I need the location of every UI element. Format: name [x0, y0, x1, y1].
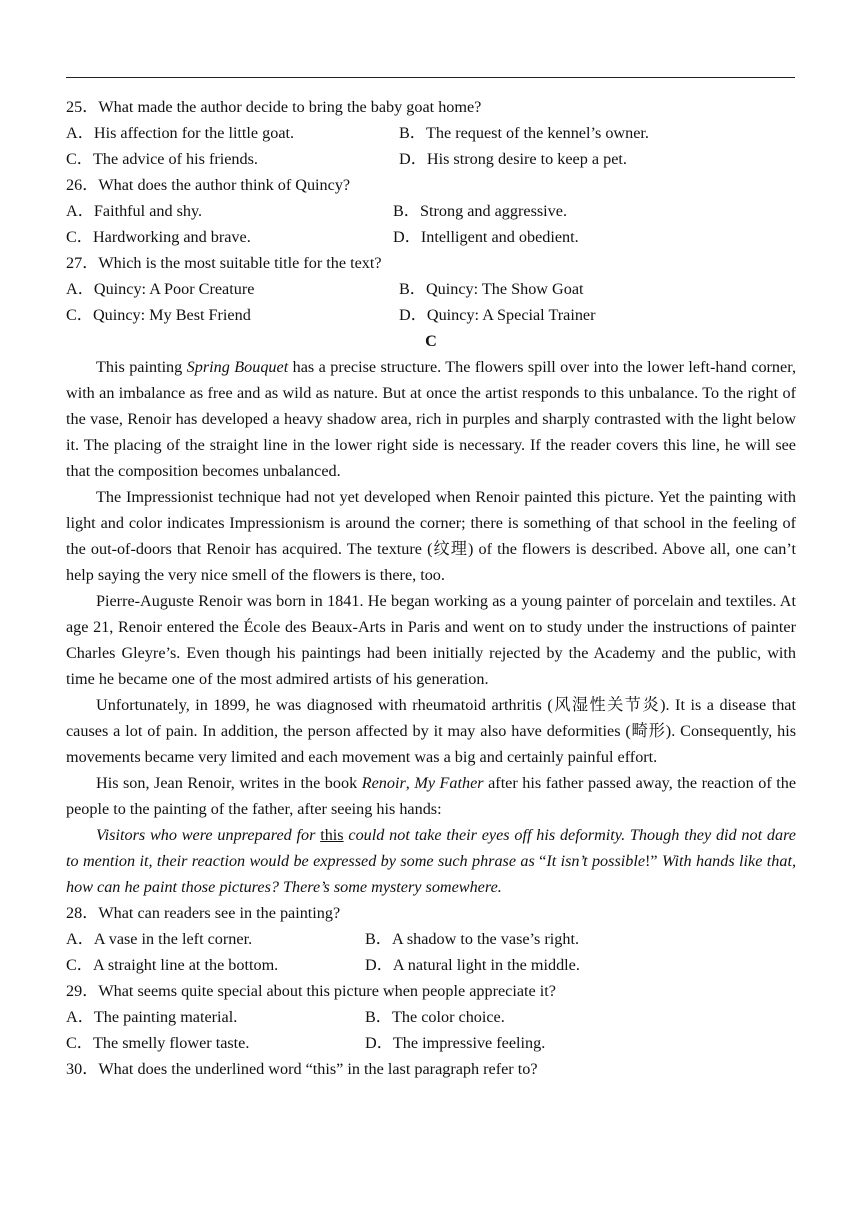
- option-text: A straight line at the bottom.: [92, 956, 279, 974]
- option-text: The color choice.: [391, 1008, 505, 1026]
- option-text: Intelligent and obedient.: [420, 228, 579, 246]
- option-label: A．: [66, 280, 94, 298]
- quote-text: could not take their eyes off his deformity. Though they did not dare to mention it, their reaction would be expressed by some such phrase as: [66, 826, 796, 870]
- option-label: C．: [66, 306, 93, 324]
- option-b[interactable]: [393, 198, 567, 224]
- options-row: [66, 224, 796, 250]
- option-label: C．: [66, 956, 93, 974]
- option-b[interactable]: [399, 276, 584, 302]
- option-a[interactable]: [66, 1004, 237, 1030]
- option-b[interactable]: [365, 1004, 505, 1030]
- question-number: 26．: [66, 176, 99, 194]
- option-label: A．: [66, 124, 94, 142]
- question-30: [66, 1056, 796, 1082]
- options-row: [66, 1004, 796, 1030]
- option-d[interactable]: [399, 146, 627, 172]
- option-d[interactable]: [365, 952, 580, 978]
- option-text: Quincy: My Best Friend: [92, 306, 251, 324]
- question-28: [66, 900, 796, 926]
- question-stem: What seems quite special about this picture when people appreciate it?: [98, 982, 556, 1000]
- passage-paragraph-4: Unfortunately, in 1899, he was diagnosed with rheumatoid arthritis (风湿性关节炎). It is a disease that causes a lot of pain. In addition, the person affected by it may also have deformities (畸形). Consequently, his movements became very limited and each movement was a big and certainly painful effort.: [66, 696, 796, 766]
- question-number: 25．: [66, 98, 99, 116]
- option-c[interactable]: [66, 224, 251, 250]
- option-text: His strong desire to keep a pet.: [426, 150, 627, 168]
- underlined-word: this: [320, 826, 344, 844]
- quote-text: It isn’t possible: [546, 852, 646, 870]
- option-text: Hardworking and brave.: [92, 228, 251, 246]
- option-text: Strong and aggressive.: [419, 202, 567, 220]
- options-row: [66, 146, 796, 172]
- passage-paragraph-3: Pierre-Auguste Renoir was born in 1841. He began working as a young painter of porcelain and textiles. At age 21, Renoir entered the École des Beaux-Arts in Paris and went on to study under the instructions of painter Charles Gleyre’s. Even though his paintings had been initially rejected by the Academy and the public, with time he became one of the most admired artists of his generation.: [66, 592, 796, 688]
- option-c[interactable]: [66, 1030, 249, 1056]
- painting-title: Spring Bouquet: [186, 358, 289, 376]
- option-text: The painting material.: [93, 1008, 238, 1026]
- option-text: Quincy: A Poor Creature: [93, 280, 255, 298]
- option-label: A．: [66, 930, 94, 948]
- option-text: A natural light in the middle.: [392, 956, 580, 974]
- paragraph-text: His son, Jean Renoir, writes in the book: [96, 774, 362, 792]
- paragraph-text: This painting: [96, 358, 187, 376]
- option-label: D．: [399, 306, 427, 324]
- passage-paragraph-5: [66, 770, 796, 822]
- option-label: A．: [66, 1008, 94, 1026]
- option-c[interactable]: [66, 302, 251, 328]
- option-text: The request of the kennel’s owner.: [425, 124, 649, 142]
- book-title-part: Renoir: [361, 774, 406, 792]
- options-row: [66, 276, 796, 302]
- passage-paragraph-1: [66, 354, 796, 484]
- exam-page: [66, 94, 796, 1082]
- options-row: [66, 1030, 796, 1056]
- options-row: [66, 302, 796, 328]
- option-text: The impressive feeling.: [392, 1034, 546, 1052]
- header-rule: [66, 77, 795, 78]
- question-number: 28．: [66, 904, 99, 922]
- passage-quote: [66, 822, 796, 900]
- question-number: 30．: [66, 1060, 99, 1078]
- quote-text: With hands like that, how can he paint those pictures? There’s some mystery somewhere.: [66, 852, 796, 896]
- option-text: Faithful and shy.: [93, 202, 203, 220]
- question-stem: What does the underlined word “this” in the last paragraph refer to?: [98, 1060, 538, 1078]
- paragraph-text: ,: [405, 774, 415, 792]
- option-label: D．: [399, 150, 427, 168]
- option-label: A．: [66, 202, 94, 220]
- passage-paragraph-2: The Impressionist technique had not yet developed when Renoir painted this picture. Yet the painting with light and color indicates Impressionism is around the corner; there is something of that school in the feeling of the out-of-doors that Renoir has acquired. The texture (纹理) of the flowers is described. Above all, one can’t help saying the very nice smell of the flowers is there, too.: [66, 488, 796, 584]
- section-title: C: [425, 332, 437, 350]
- question-stem: Which is the most suitable title for the text?: [98, 254, 382, 272]
- option-d[interactable]: [393, 224, 579, 250]
- option-label: B．: [399, 124, 426, 142]
- question-27: [66, 250, 796, 276]
- options-row: [66, 120, 796, 146]
- options-row: [66, 198, 796, 224]
- option-a[interactable]: [66, 276, 254, 302]
- option-text: A vase in the left corner.: [93, 930, 253, 948]
- option-d[interactable]: [365, 1030, 545, 1056]
- option-label: B．: [365, 1008, 392, 1026]
- question-25: [66, 94, 796, 120]
- option-label: D．: [393, 228, 421, 246]
- options-row: [66, 952, 796, 978]
- option-text: The advice of his friends.: [92, 150, 258, 168]
- option-a[interactable]: [66, 198, 202, 224]
- quote-text: Visitors who were unprepared for: [96, 826, 321, 844]
- option-label: B．: [393, 202, 420, 220]
- paragraph-text: has a precise structure. The flowers spill over into the lower left-hand corner, with an imbalance as free and as wild as nature. But at once the artist responds to this unbalance. To the right of the vase, Renoir has developed a heavy shadow area, rich in purples and sharply contrasted with the light below it. The placing of the straight line in the lower right side is necessary. If the reader covers this line, he will see that the composition becomes unbalanced.: [66, 358, 796, 480]
- option-label: C．: [66, 228, 93, 246]
- book-title-part: My Father: [414, 774, 484, 792]
- option-c[interactable]: [66, 146, 258, 172]
- option-text: The smelly flower taste.: [92, 1034, 250, 1052]
- question-stem: What does the author think of Quincy?: [98, 176, 351, 194]
- option-d[interactable]: [399, 302, 596, 328]
- quote-mark: !”: [645, 852, 658, 870]
- option-label: C．: [66, 150, 93, 168]
- paragraph-text: after his father passed away, the reaction of the people to the painting of the father, after seeing his hands:: [66, 774, 797, 818]
- question-number: 29．: [66, 982, 99, 1000]
- options-row: [66, 926, 796, 952]
- option-text: Quincy: A Special Trainer: [426, 306, 596, 324]
- question-29: [66, 978, 796, 1004]
- quote-mark: “: [539, 852, 547, 870]
- option-b[interactable]: [365, 926, 579, 952]
- question-26: [66, 172, 796, 198]
- option-text: A shadow to the vase’s right.: [391, 930, 580, 948]
- option-a[interactable]: [66, 926, 252, 952]
- question-stem: What made the author decide to bring the baby goat home?: [98, 98, 482, 116]
- option-label: B．: [365, 930, 392, 948]
- option-text: Quincy: The Show Goat: [425, 280, 584, 298]
- option-text: His affection for the little goat.: [93, 124, 295, 142]
- option-c[interactable]: [66, 952, 278, 978]
- option-a[interactable]: [66, 120, 294, 146]
- option-label: C．: [66, 1034, 93, 1052]
- option-label: D．: [365, 1034, 393, 1052]
- question-stem: What can readers see in the painting?: [98, 904, 341, 922]
- option-label: B．: [399, 280, 426, 298]
- option-label: D．: [365, 956, 393, 974]
- question-number: 27．: [66, 254, 99, 272]
- option-b[interactable]: [399, 120, 649, 146]
